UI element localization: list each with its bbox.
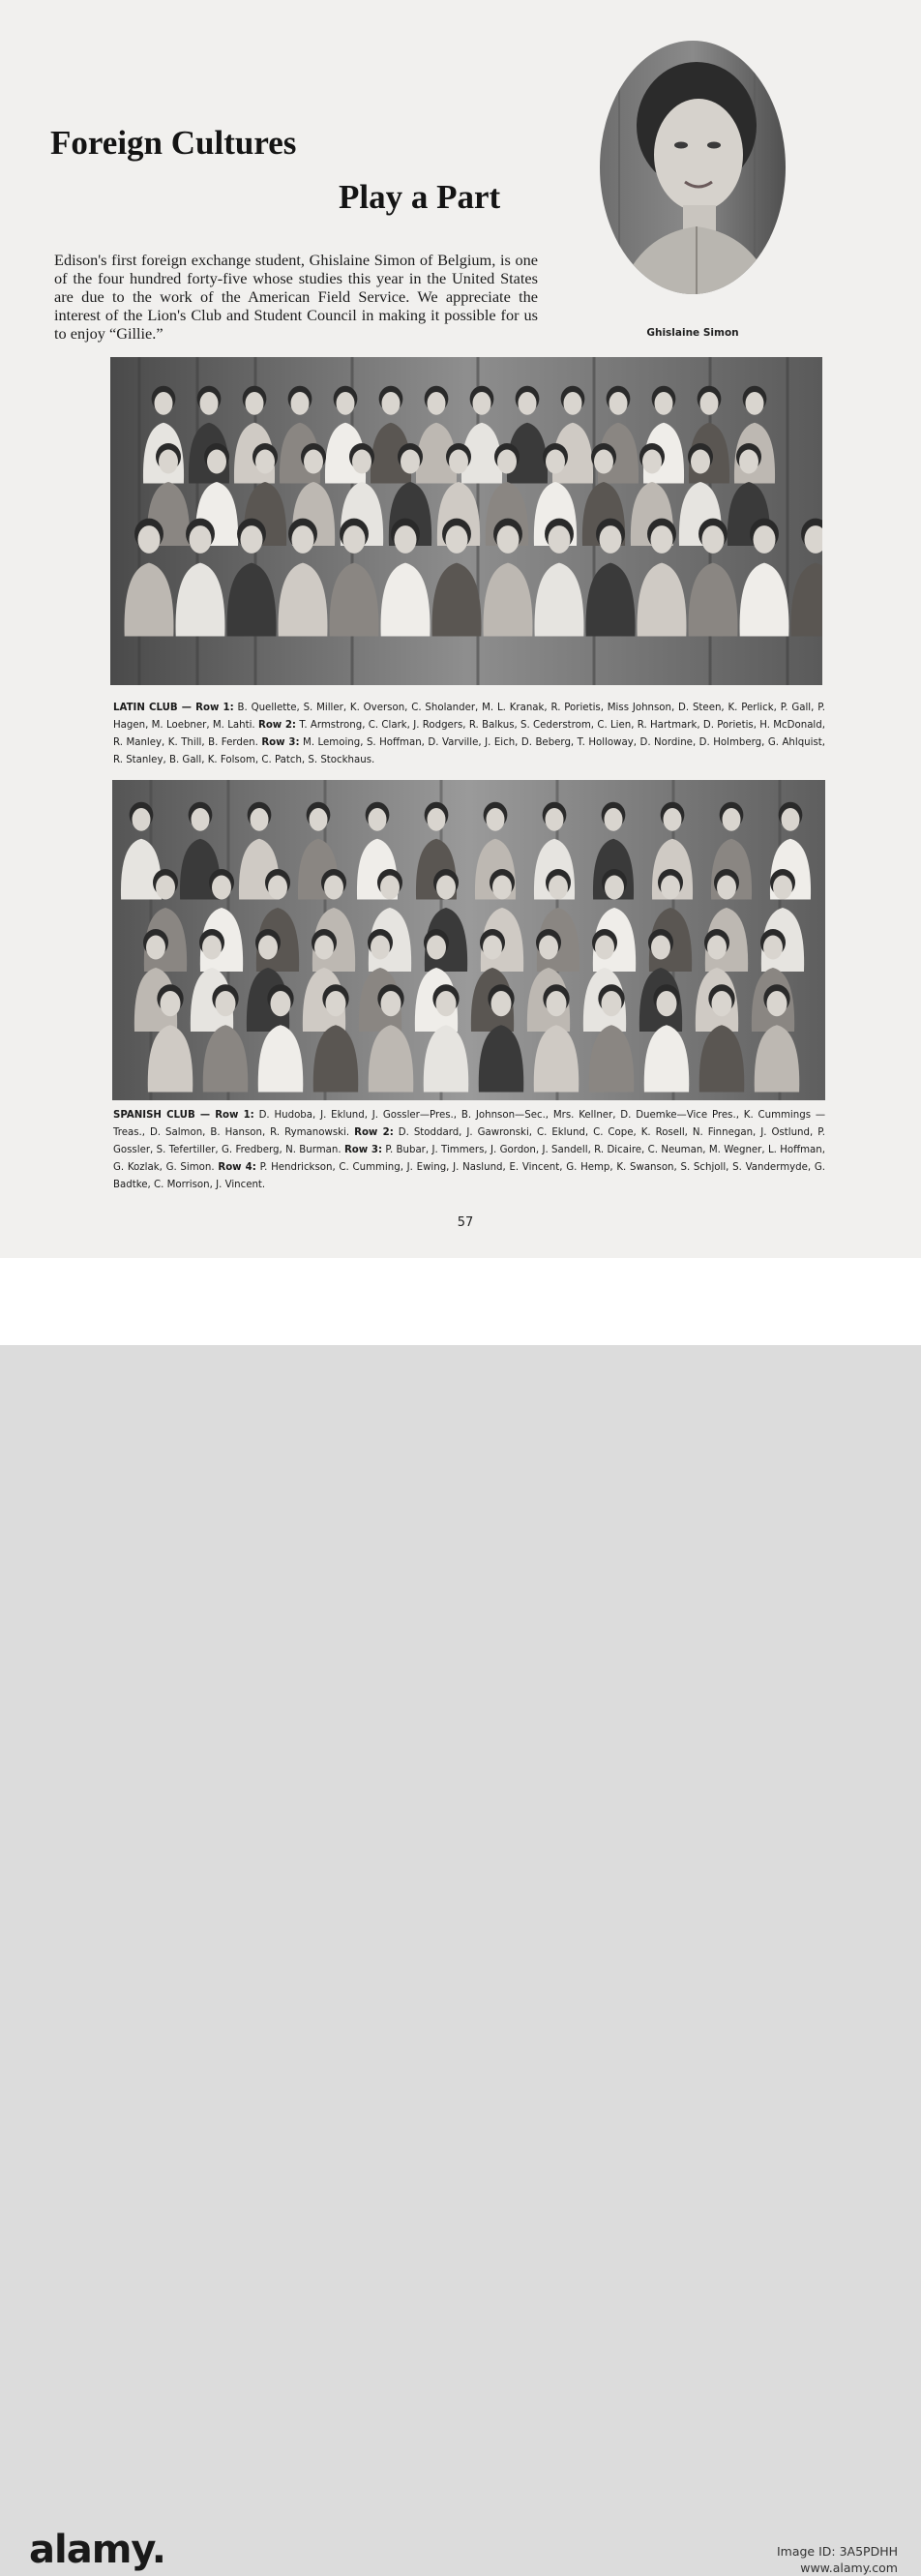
spanish-row-4-names: P. Hendrickson, C. Cumming, J. Ewing, J. Naslund, E. Vincent, G. Hemp, K. Swanson, S. Schjoll, S. Vandermyde, G. Badtke, C. Morrison, J. Vincent. (113, 1162, 826, 1190)
spanish-row-2-label: Row 2: (354, 1127, 394, 1138)
latin-club-heading: LATIN CLUB (113, 703, 178, 713)
image-id: Image ID: 3A5PDHH (776, 2544, 898, 2559)
latin-club-photo (110, 357, 822, 685)
intro-paragraph: Edison's first foreign exchange student, Ghislaine Simon of Belgium, is one of the four hundred forty-five whose studies this year in the United States are due to the work of the American Field Service. We appreciate the interest of the Lion's Club and Student Council in making it possible for us to enjoy “Gillie.” (54, 251, 538, 343)
spanish-club-heading: SPANISH CLUB (113, 1110, 195, 1121)
footer-image-info (777, 2543, 898, 2576)
latin-club-caption: LATIN CLUB — Row 1: B. Quellette, S. Miller, K. Overson, C. Sholander, M. L. Kranak, R. Porietis, Miss Johnson, D. Steen, K. Perlick, P. Gall, P. Hagen, M. Loebner, M. Lahti. Row 2: T. Armstrong, C. Clark, J. Rodgers, R. Balkus, S. Cederstrom, C. Lien, R. Hartmark, D. Porietis, H. McDonald, R. Manley, K. Thill, B. Ferden. Row 3: M. Lemoing, S. Hoffman, D. Varville, J. Eich, D. Beberg, T. Holloway, D. Nordine, D. Holmberg, G. Ahlquist, R. Stanley, B. Gall, K. Folsom, C. Patch, S. Stockhaus. (113, 703, 825, 765)
title-line-1: Foreign Cultures (50, 124, 297, 162)
spanish-row-3-names: P. Bubar, J. Timmers, J. Gordon, J. Sandell, R. Dicaire, C. Neuman, M. Wegner, L. Hoffman, G. Kozlak, G. Simon. (113, 1145, 825, 1173)
page-number: 57 (457, 1215, 474, 1230)
portrait-caption: Ghislaine Simon (646, 327, 739, 339)
latin-row-3-names: M. Lemoing, S. Hoffman, D. Varville, J. Eich, D. Beberg, T. Holloway, D. Nordine, D. Holmberg, G. Ahlquist, R. Stanley, B. Gall, K. Folsom, C. Patch, S. Stockhaus. (113, 737, 825, 765)
yearbook-page (0, 0, 921, 1258)
latin-row-2-names: T. Armstrong, C. Clark, J. Rodgers, R. Balkus, S. Cederstrom, C. Lien, R. Hartmark, D. Porietis, H. McDonald, R. Manley, K. Thill, B. Ferden. (113, 720, 825, 748)
title-line-2: Play a Part (339, 178, 501, 216)
spanish-row-4-label: Row 4: (218, 1162, 256, 1173)
spanish-club-group-image (112, 780, 825, 1100)
spanish-row-1-label: Row 1: (215, 1110, 254, 1121)
portrait-image (600, 41, 786, 294)
spanish-row-3-label: Row 3: (343, 1145, 383, 1155)
spanish-club-photo (112, 780, 825, 1100)
latin-row-2-label: Row 2: (257, 720, 296, 731)
website-link[interactable]: www.alamy.com (800, 2561, 898, 2575)
spanish-row-2-names: D. Stoddard, J. Gawronski, C. Eklund, C. Cope, K. Rosell, N. Finnegan, J. Ostlund, P. Gossler, S. Tefertiller, G. Fredberg, N. Burman. (113, 1127, 825, 1155)
spanish-club-caption: SPANISH CLUB — Row 1: D. Hudoba, J. Eklund, J. Gossler—Pres., B. Johnson—Sec., Mrs. Kellner, D. Duemke—Vice Pres., K. Cummings —Treas., D. Salmon, B. Hanson, R. Rymanowski. Row 2: D. Stoddard, J. Gawronski, C. Eklund, C. Cope, K. Rosell, N. Finnegan, J. Ostlund, P. Gossler, S. Tefertiller, G. Fredberg, N. Burman. Row 3: P. Bubar, J. Timmers, J. Gordon, J. Sandell, R. Dicaire, C. Neuman, M. Wegner, L. Hoffman, G. Kozlak, G. Simon. Row 4: P. Hendrickson, C. Cumming, J. Ewing, J. Naslund, E. Vincent, G. Hemp, K. Swanson, S. Schjoll, S. Vandermyde, G. Badtke, C. Morrison, J. Vincent. (113, 1110, 826, 1190)
latin-row-1-names: B. Quellette, S. Miller, K. Overson, C. Sholander, M. L. Kranak, R. Porietis, Miss Johnson, D. Steen, K. Perlick, P. Gall, P. Hagen, M. Loebner, M. Lahti. (113, 703, 825, 731)
watermark-footer (0, 1258, 921, 2575)
alamy-logo: alamy. (29, 2528, 165, 2572)
portrait-photo (600, 41, 786, 294)
latin-row-3-label: Row 3: (261, 737, 300, 748)
latin-row-1-label: Row 1: (195, 703, 234, 713)
spanish-row-1-names: D. Hudoba, J. Eklund, J. Gossler—Pres., B. Johnson—Sec., Mrs. Kellner, D. Duemke—Vice Pres., K. Cummings —Treas., D. Salmon, B. Hanson, R. Rymanowski. (113, 1110, 826, 1138)
latin-club-group-image (110, 357, 822, 685)
